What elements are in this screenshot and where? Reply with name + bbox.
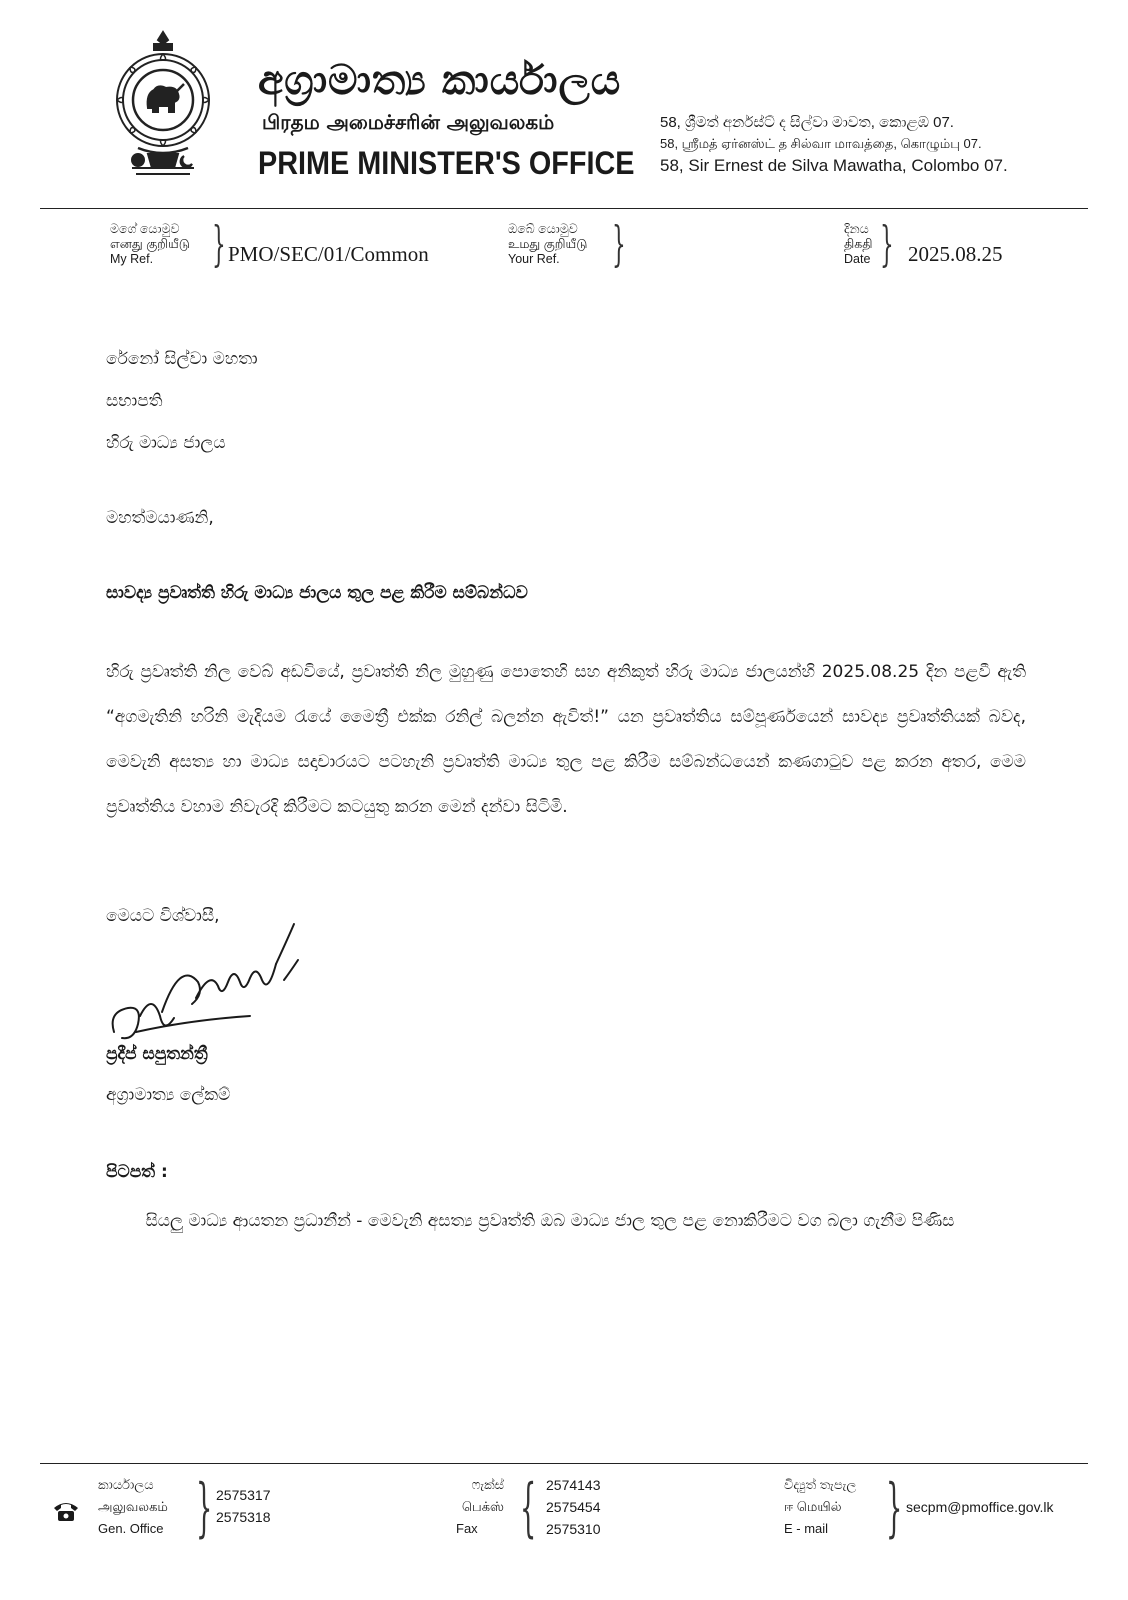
email-label-ta: ஈ மெயில் (784, 1499, 842, 1514)
office-title-english: PRIME MINISTER'S OFFICE (258, 145, 635, 181)
fax-numbers (546, 1474, 601, 1540)
my-ref-label-ta: எனது குறியீடு (110, 237, 190, 251)
closing-line: මෙයට විශ්වාසී, (106, 906, 220, 926)
your-ref-label-en: Your Ref. (508, 252, 560, 266)
office-phone-2: 2575318 (216, 1509, 271, 1525)
header-rule (40, 208, 1088, 209)
date-labels (844, 222, 872, 267)
salutation: මහත්මයාණනි, (106, 508, 214, 528)
my-ref-labels (110, 222, 190, 267)
copies-heading: පිටපත් : (106, 1162, 168, 1182)
office-title-tamil: பிரதம அமைச்சரின் அலுவலகம் (262, 110, 555, 134)
email-label-si: විද්‍යුත් තැපැල (784, 1477, 857, 1492)
fax-number-2: 2575454 (546, 1499, 601, 1515)
office-title-sinhala: අග්‍රාමාත්‍ය කාර්යාලය (258, 56, 622, 104)
office-label-si: කාර්යාලය (98, 1477, 154, 1492)
signatory-name: ප්‍රදීප් සපුතන්ත්‍රී (106, 1044, 208, 1064)
letter-body-paragraph: හිරු ප්‍රවෘත්ති නිල වෙබ් අඩවියේ, ප්‍රවෘත්ති නිල මුහුණු පොතෙහි සහ අනිකුත් හිරු මාධ්‍ය ජාලයන්හි 2025.08.25 දින පළවී ඇති “අගමැතිනි හරිනි මැදියම රැයේ මෛත්‍රී එක්ක රනිල් බලන්න ඇවිත්!” යන ප්‍රවෘත්තිය සම්පූර්ණයෙන් සාවද්‍ය ප්‍රවෘත්තියක් බවද, මෙවැනි අසත්‍ය හා මාධ්‍ය සදාචාරයට පටහැනි ප්‍රවෘත්ති මාධ්‍ය තුල පළ කිරීම සම්බන්ධයෙන් කණගාටුව පළ කරන අතර, මෙම ප්‍රවෘත්තිය වහාම නිවැරදි කිරීමට කටයුතු කරන මෙන් දන්වා සිටිමි. (106, 662, 1026, 817)
your-ref-label-ta: உமது குறியீடு (508, 237, 588, 251)
office-phone-labels (98, 1474, 168, 1540)
footer-rule (40, 1463, 1088, 1464)
fax-label-ta: பெக்ஸ் (461, 1499, 504, 1514)
email-brace: } (886, 1471, 903, 1545)
date-label-ta: திகதி (844, 237, 873, 251)
letter-subject: සාවද්‍ය ප්‍රවෘත්ති හිරු මාධ්‍ය ජාලය තුල පළ කිරීම සම්බන්ධව (106, 583, 528, 603)
fax-labels (456, 1474, 504, 1540)
signature-image (100, 920, 330, 1050)
recipient-organization: හිරු මාධ්‍ය ජාලය (106, 433, 226, 453)
fax-number-1: 2574143 (546, 1477, 601, 1493)
your-ref-labels (508, 222, 587, 267)
email-labels (784, 1474, 856, 1540)
telephone-icon (52, 1500, 80, 1522)
office-phone-numbers (216, 1484, 271, 1528)
copies-text: සියලු මාධ්‍ය ආයතන ප්‍රධානීන් - මෙවැනි අසත්‍ය ප්‍රවෘත්ති ඔබ මාධ්‍ය ජාල තුල පළ නොකිරීමට වග බලා ගැනීම පිණිස (145, 1211, 955, 1231)
address-tamil: 58, ஸ்ரீமத் ஏர்னஸ்ட் த சில்வா மாவத்தை, கொழும்பு 07. (660, 136, 982, 151)
sri-lanka-emblem-icon (108, 28, 218, 178)
email-address[interactable]: secpm@pmoffice.gov.lk (906, 1499, 1054, 1515)
your-ref-label-si: ඔබේ යොමුව (508, 222, 578, 236)
fax-number-3: 2575310 (546, 1521, 601, 1537)
your-ref-brace: } (612, 216, 626, 272)
date-brace: } (880, 216, 894, 272)
my-ref-label-en: My Ref. (110, 252, 154, 266)
my-ref-label-si: මගේ යොමුව (110, 222, 180, 236)
my-ref-brace: } (212, 216, 226, 272)
my-ref-value: PMO/SEC/01/Common (228, 242, 429, 266)
fax-label-en: Fax (456, 1521, 478, 1536)
fax-label-si: ෆැක්ස් (471, 1477, 504, 1492)
recipient-name: රේනෝ සිල්වා මහතා (106, 349, 258, 369)
date-value: 2025.08.25 (908, 242, 1003, 266)
fax-brace: { (520, 1471, 537, 1545)
date-label-si: දිනය (844, 222, 869, 236)
office-address (660, 112, 1008, 178)
office-phone-1: 2575317 (216, 1487, 271, 1503)
office-brace: } (196, 1471, 213, 1545)
address-english: 58, Sir Ernest de Silva Mawatha, Colombo 07. (660, 156, 1008, 175)
office-label-ta: அலுவலகம் (98, 1499, 168, 1514)
date-label-en: Date (844, 252, 871, 266)
address-sinhala: 58, ශ්‍රීමත් අර්නස්ට් ද සිල්වා මාවත, කොළඹ 07. (660, 114, 954, 131)
office-label-en: Gen. Office (98, 1521, 164, 1536)
signatory-title: අග්‍රාමාත්‍ය ලේකම් (106, 1085, 231, 1105)
email-label-en: E - mail (784, 1521, 829, 1536)
recipient-title: සභාපති (106, 391, 163, 411)
